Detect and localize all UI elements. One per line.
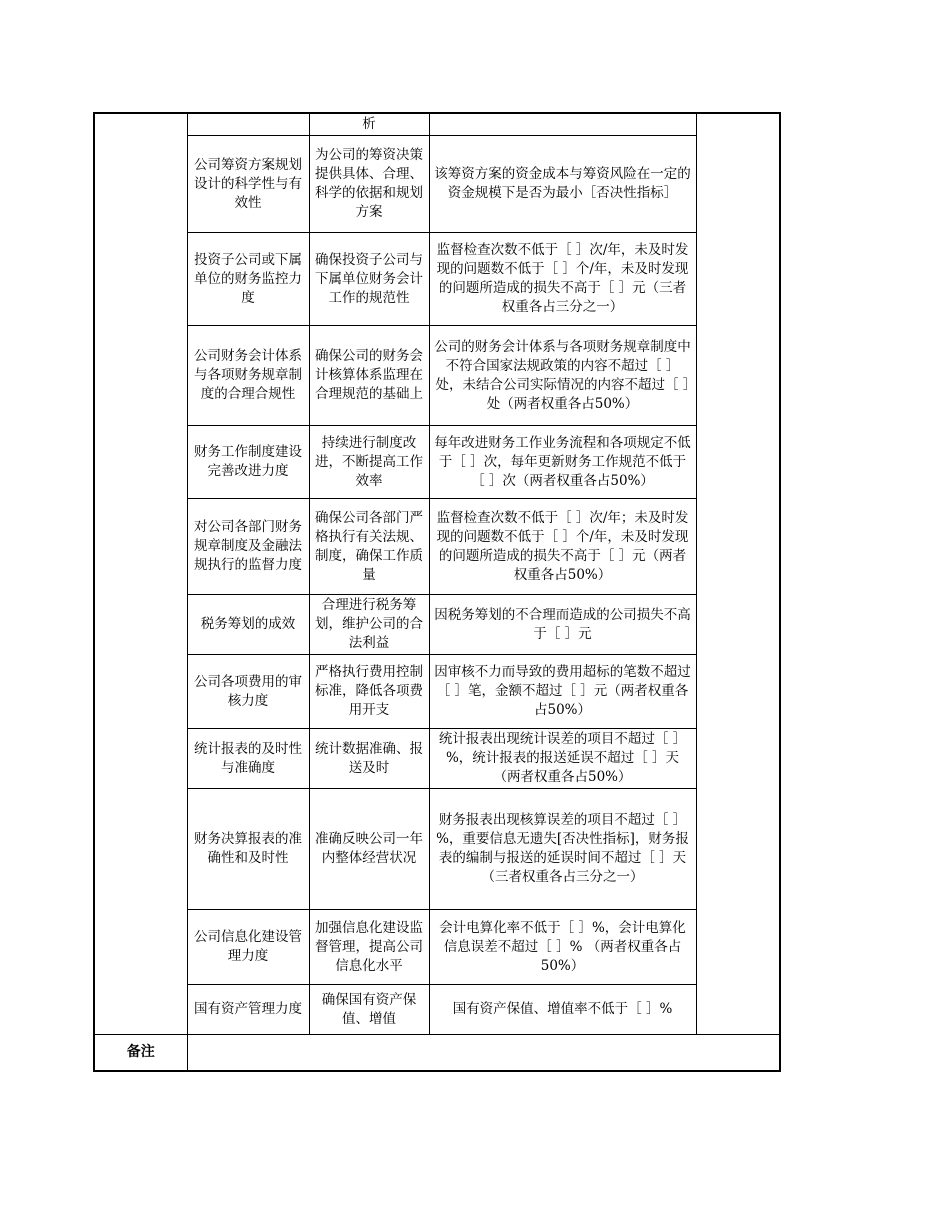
table-row [94, 595, 780, 655]
table-row [94, 136, 780, 233]
remarks-value [187, 1035, 780, 1071]
standard-cell: 公司的财务会计体系与各项财务规章制度中不符合国家法规政策的内容不超过［ ］处，未结合公司实际情况的内容不超过［ ］处（两者权重各占50%） [429, 326, 696, 426]
table-row [94, 499, 780, 595]
purpose-cell: 确保公司的财务会计核算体系监理在合理规范的基础上 [309, 326, 429, 426]
standard-cell [429, 113, 696, 136]
purpose-cell: 准确反映公司一年内整体经营状况 [309, 789, 429, 910]
item-cell: 公司筹资方案规划设计的科学性与有效性 [187, 136, 309, 233]
purpose-cell: 统计数据准确、报送及时 [309, 729, 429, 789]
table-row [94, 729, 780, 789]
standard-cell: 国有资产保值、增值率不低于［ ］% [429, 985, 696, 1035]
table-row [94, 910, 780, 985]
table-row [94, 426, 780, 499]
purpose-cell: 加强信息化建设监督管理，提高公司信息化水平 [309, 910, 429, 985]
standard-cell: 财务报表出现核算误差的项目不超过［ ］%，重要信息无遗失[否决性指标]，财务报表的编制与报送的延误时间不超过［ ］天（三者权重各占三分之一） [429, 789, 696, 910]
purpose-cell: 持续进行制度改进，不断提高工作效率 [309, 426, 429, 499]
table-row [94, 233, 780, 326]
remarks-row [94, 1035, 780, 1071]
category-cell [94, 113, 187, 1035]
table-row [94, 789, 780, 910]
standard-cell: 每年改进财务工作业务流程和各项规定不低于［ ］次，每年更新财务工作规范不低于［ ］次（两者权重各占50%） [429, 426, 696, 499]
kpi-table [93, 112, 781, 1072]
purpose-cell: 确保公司各部门严格执行有关法规、制度，确保工作质量 [309, 499, 429, 595]
score-cell [696, 113, 780, 1035]
table-row [94, 655, 780, 729]
table-row [94, 985, 780, 1035]
purpose-cell: 确保投资子公司与下属单位财务会计工作的规范性 [309, 233, 429, 326]
item-cell: 对公司各部门财务规章制度及金融法规执行的监督力度 [187, 499, 309, 595]
standard-cell: 监督检查次数不低于［ ］次/年，未及时发现的问题数不低于［ ］个/年，未及时发现的问题所造成的损失不高于［ ］元（三者权重各占三分之一） [429, 233, 696, 326]
standard-cell: 因审核不力而导致的费用超标的笔数不超过［ ］笔，金额不超过［ ］元（两者权重各占50%） [429, 655, 696, 729]
item-cell: 财务工作制度建设完善改进力度 [187, 426, 309, 499]
item-cell: 投资子公司或下属单位的财务监控力度 [187, 233, 309, 326]
table-row [94, 113, 780, 136]
item-cell: 公司各项费用的审核力度 [187, 655, 309, 729]
item-cell: 统计报表的及时性与准确度 [187, 729, 309, 789]
standard-cell: 会计电算化率不低于［ ］%，会计电算化信息误差不超过［ ］% （两者权重各占50%） [429, 910, 696, 985]
purpose-cell: 析 [309, 113, 429, 136]
purpose-cell: 合理进行税务筹划，维护公司的合法利益 [309, 595, 429, 655]
remarks-label: 备注 [94, 1035, 187, 1071]
item-cell: 公司信息化建设管理力度 [187, 910, 309, 985]
item-cell: 财务决算报表的准确性和及时性 [187, 789, 309, 910]
standard-cell: 监督检查次数不低于［ ］次/年；未及时发现的问题数不低于［ ］个/年，未及时发现的问题所造成的损失不高于［ ］元（两者权重各占50%） [429, 499, 696, 595]
purpose-cell: 严格执行费用控制标准，降低各项费用开支 [309, 655, 429, 729]
purpose-cell: 确保国有资产保值、增值 [309, 985, 429, 1035]
standard-cell: 该筹资方案的资金成本与筹资风险在一定的资金规模下是否为最小［否决性指标］ [429, 136, 696, 233]
standard-cell: 因税务筹划的不合理而造成的公司损失不高于［ ］元 [429, 595, 696, 655]
standard-cell: 统计报表出现统计误差的项目不超过［ ］%，统计报表的报送延误不超过［ ］天（两者权重各占50%） [429, 729, 696, 789]
item-cell: 公司财务会计体系与各项财务规章制度的合理合规性 [187, 326, 309, 426]
item-cell: 国有资产管理力度 [187, 985, 309, 1035]
item-cell [187, 113, 309, 136]
purpose-cell: 为公司的筹资决策提供具体、合理、科学的依据和规划方案 [309, 136, 429, 233]
table-row [94, 326, 780, 426]
item-cell: 税务筹划的成效 [187, 595, 309, 655]
